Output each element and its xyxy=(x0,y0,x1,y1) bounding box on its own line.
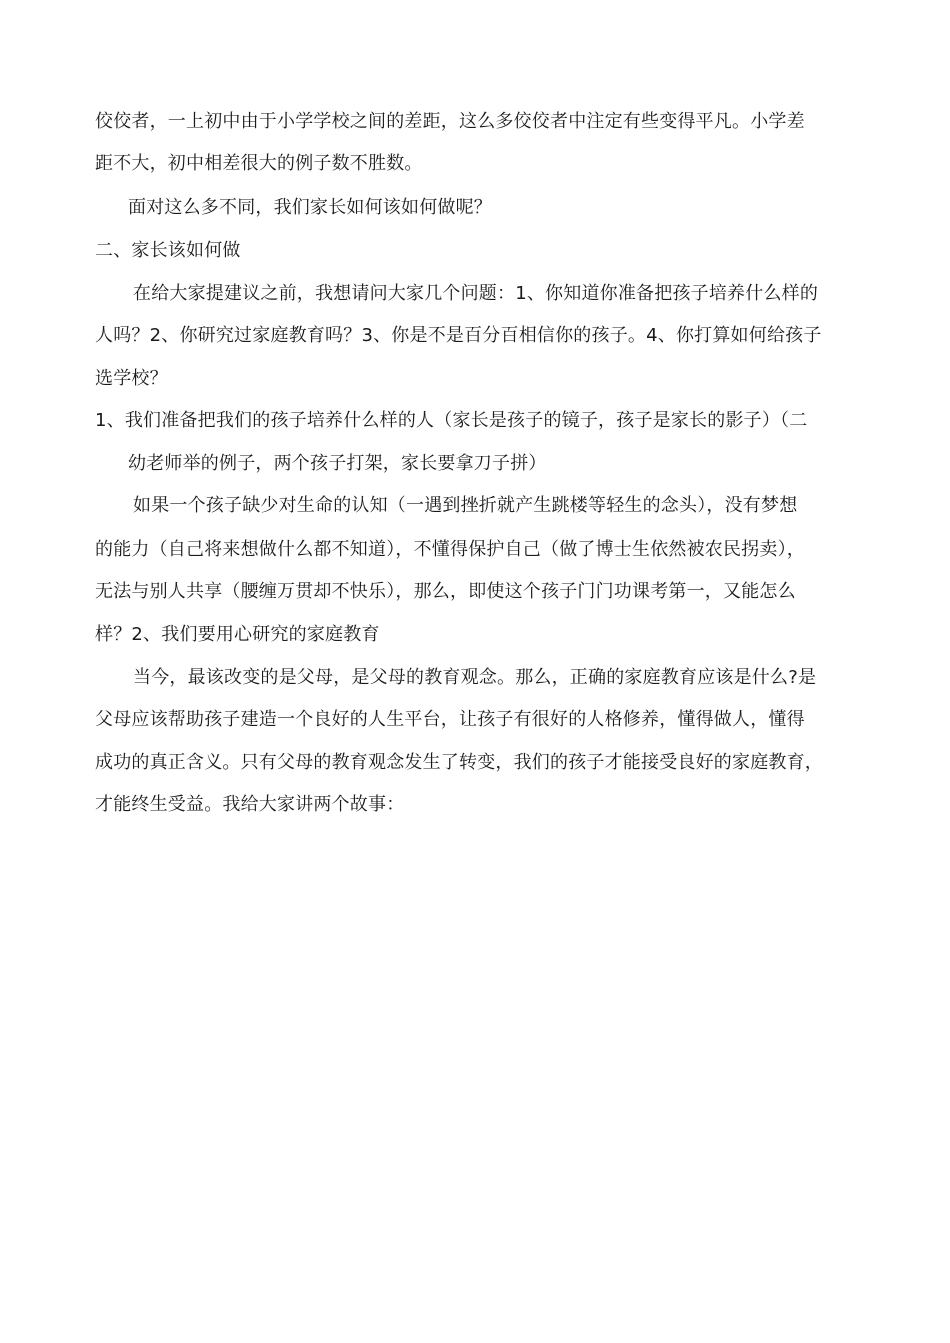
paragraph-line: 才能终生受益。我给大家讲两个故事： xyxy=(95,794,405,815)
paragraph-line: 幼老师举的例子，两个孩子打架，家长要拿刀子拼） xyxy=(128,453,547,474)
paragraph-line: 1、我们准备把我们的孩子培养什么样的人（家长是孩子的镜子，孩子是家长的影子）（二 xyxy=(95,410,808,431)
paragraph-line: 当今，最该改变的是父母，是父母的教育观念。那么，正确的家庭教育应该是什么?是 xyxy=(133,667,817,688)
paragraph-line: 面对这么多不同，我们家长如何该如何做呢？ xyxy=(128,197,492,218)
paragraph-line: 成功的真正含义。只有父母的教育观念发生了转变，我们的孩子才能接受良好的家庭教育， xyxy=(95,752,823,773)
section-heading: 二、家长该如何做 xyxy=(95,240,241,261)
paragraph-line: 选学校？ xyxy=(95,368,168,389)
paragraph-line: 如果一个孩子缺少对生命的认知（一遇到挫折就产生跳楼等轻生的念头），没有梦想 xyxy=(133,495,798,516)
paragraph-line: 的能力（自己将来想做什么都不知道），不懂得保护自己（做了博士生依然被农民拐卖）， xyxy=(95,539,805,560)
paragraph-line: 人吗？2、你研究过家庭教育吗？3、你是不是百分百相信你的孩子。4、你打算如何给孩子 xyxy=(95,325,822,346)
paragraph-line: 佼佼者，一上初中由于小学学校之间的差距，这么多佼佼者中注定有些变得平凡。小学差 xyxy=(95,111,805,132)
paragraph-line: 样？2、我们要用心研究的家庭教育 xyxy=(95,624,380,645)
paragraph-line: 距不大，初中相差很大的例子数不胜数。 xyxy=(95,153,423,174)
paragraph-line: 父母应该帮助孩子建造一个良好的人生平台，让孩子有很好的人格修养，懂得做人，懂得 xyxy=(95,709,805,730)
paragraph-line: 无法与别人共享（腰缠万贯却不快乐），那么，即使这个孩子门门功课考第一，又能怎么 xyxy=(95,581,796,602)
paragraph-line: 在给大家提建议之前，我想请问大家几个问题：1、你知道你准备把孩子培养什么样的 xyxy=(133,283,819,304)
